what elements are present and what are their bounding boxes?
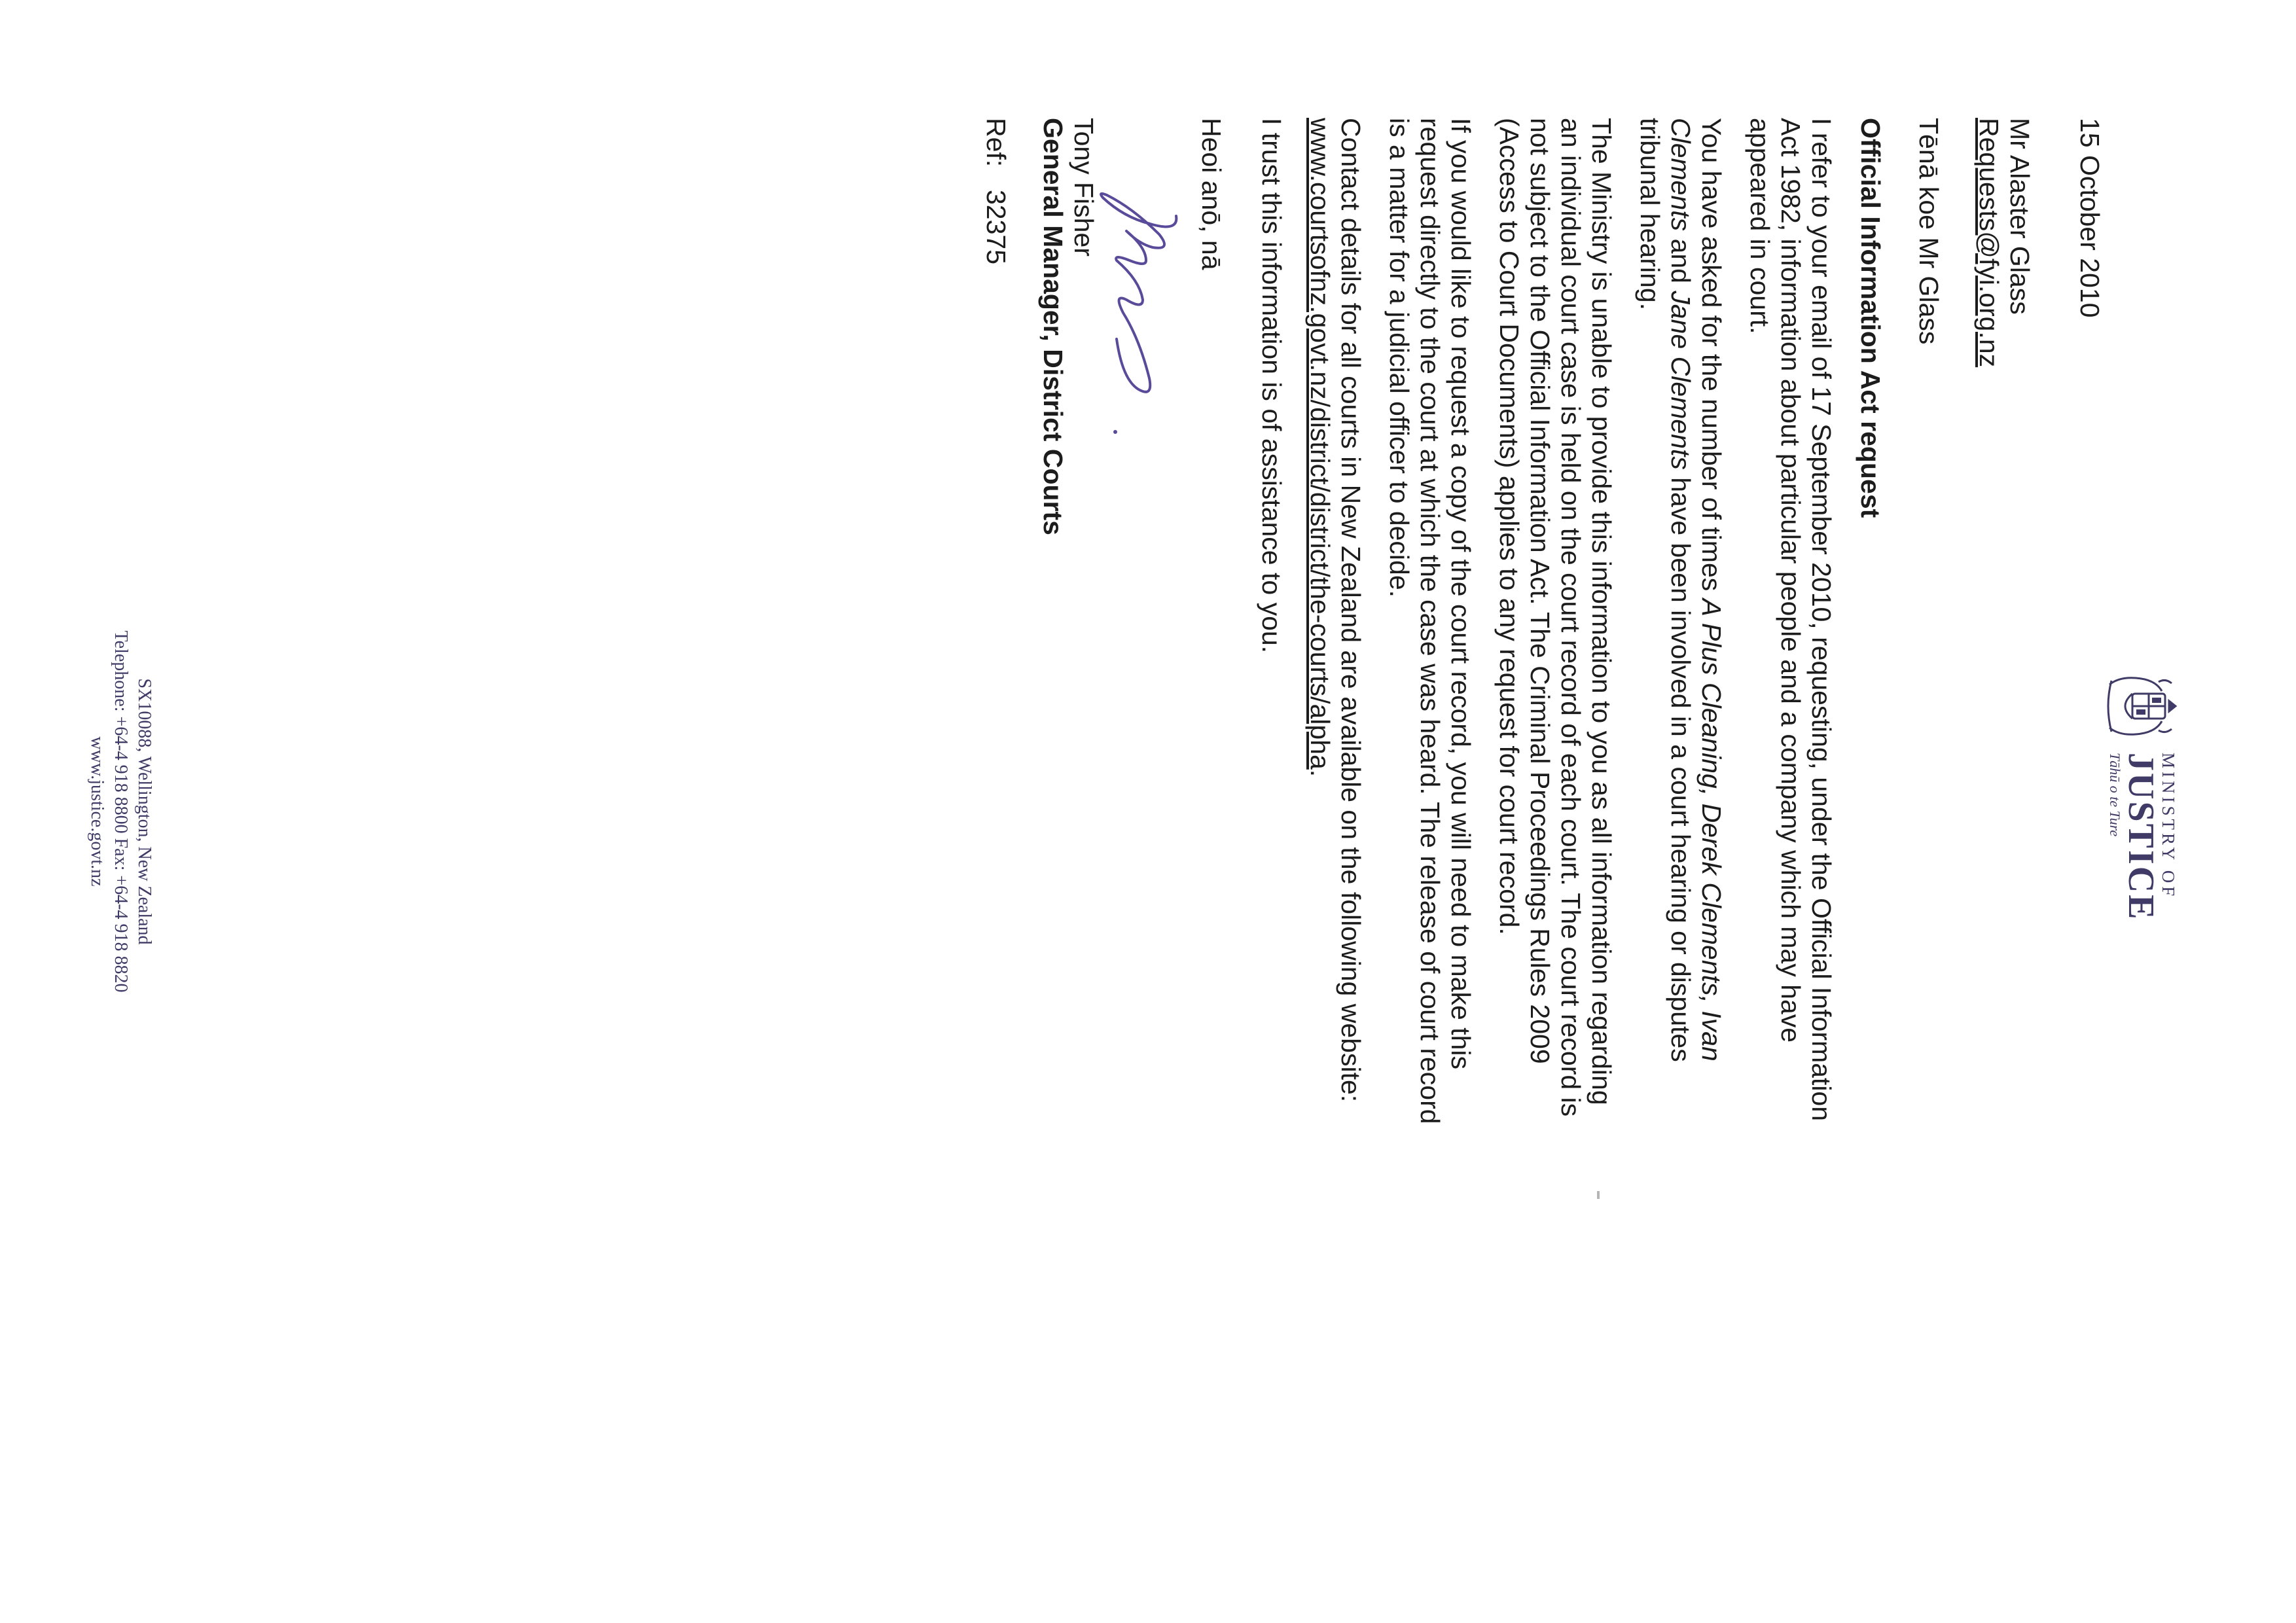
maori-tagline: Tāhū o te Ture (2107, 753, 2123, 837)
nz-coat-of-arms-icon (2106, 668, 2178, 745)
signatory-name: Tony Fisher (1069, 118, 1099, 257)
courts-website-link[interactable]: www.courtsofnz.govt.nz/district/district/the-courts/alpha (1305, 118, 1335, 770)
p5-text: Contact details for all courts in New Zealand are available on the following website: (1336, 118, 1366, 1103)
reference-line (980, 118, 1011, 1126)
paragraph-request-copy: If you would like to request a copy of the court record, you will need to make this request directly to the court at which the case was heard. The release of court record is a matter for a judicial officer to decide. (1384, 118, 1476, 1124)
recipient-block (1973, 118, 2035, 1126)
p2-name-last: Jane Clements (1666, 291, 1696, 470)
paragraph-reference: I refer to your email of 17 September 2010, requesting, under the Official Information Act 1982, information about particular people and a company which may have appeared in court. (1745, 118, 1837, 1122)
paragraph-unable-to-provide: The Ministry is unable to provide this information to you as all information regarding an individual court case is held on the court record of each court. The court record is not subject to the Official Information Act. The Criminal Proceedings Rules 2009 (Access to Court Documents) applies to any request for court record. (1494, 118, 1617, 1117)
p5-end: . (1305, 769, 1335, 777)
reference-number: 32375 (981, 190, 1011, 265)
paragraph-trust: I trust this information is of assistance to you. (1257, 118, 1287, 654)
letter-body (963, 118, 2105, 1126)
footer-address: SX10088, Wellington, New Zealand (134, 678, 154, 945)
greeting: Tēnā koe Mr Glass (1914, 118, 1944, 345)
ministry-of-text: MINISTRY OF (2159, 753, 2178, 900)
recipient-name: Mr Alaster Glass (2005, 118, 2035, 315)
p2-text-1: You have asked for the number of times (1696, 118, 1727, 599)
ministry-wordmark (2106, 753, 2178, 921)
letter-footer (85, 0, 156, 1623)
p2-text-2: and (1666, 231, 1696, 291)
closing-salutation: Heoi anō, nā (1196, 118, 1227, 270)
reference-label: Ref: (981, 118, 1011, 168)
justice-text: JUSTICE (2121, 753, 2161, 921)
paragraph-request-summary (1634, 118, 1727, 1126)
footer-telephone: Telephone: +64-4 918 8800 Fax: +64-4 918 8820 (111, 630, 131, 993)
letter-date: 15 October 2010 (2075, 118, 2105, 318)
ministry-letterhead (2106, 668, 2178, 921)
signatory-title: General Manager, District Courts (1038, 118, 1068, 535)
handwritten-signature (1099, 118, 1184, 458)
recipient-email-link[interactable]: Requests@fyi.org.nz (1974, 118, 2004, 368)
footer-website: www.justice.govt.nz (87, 736, 107, 887)
letter-subject: Official Information Act request (1856, 118, 1886, 518)
p2-text-3: have been involved in a court hearing or disputes tribunal hearing. (1635, 118, 1696, 1062)
paragraph-contact-details (1304, 118, 1366, 1126)
p2-names: A Plus Cleaning, Derek Clements, Ivan Clements (1666, 118, 1727, 1061)
